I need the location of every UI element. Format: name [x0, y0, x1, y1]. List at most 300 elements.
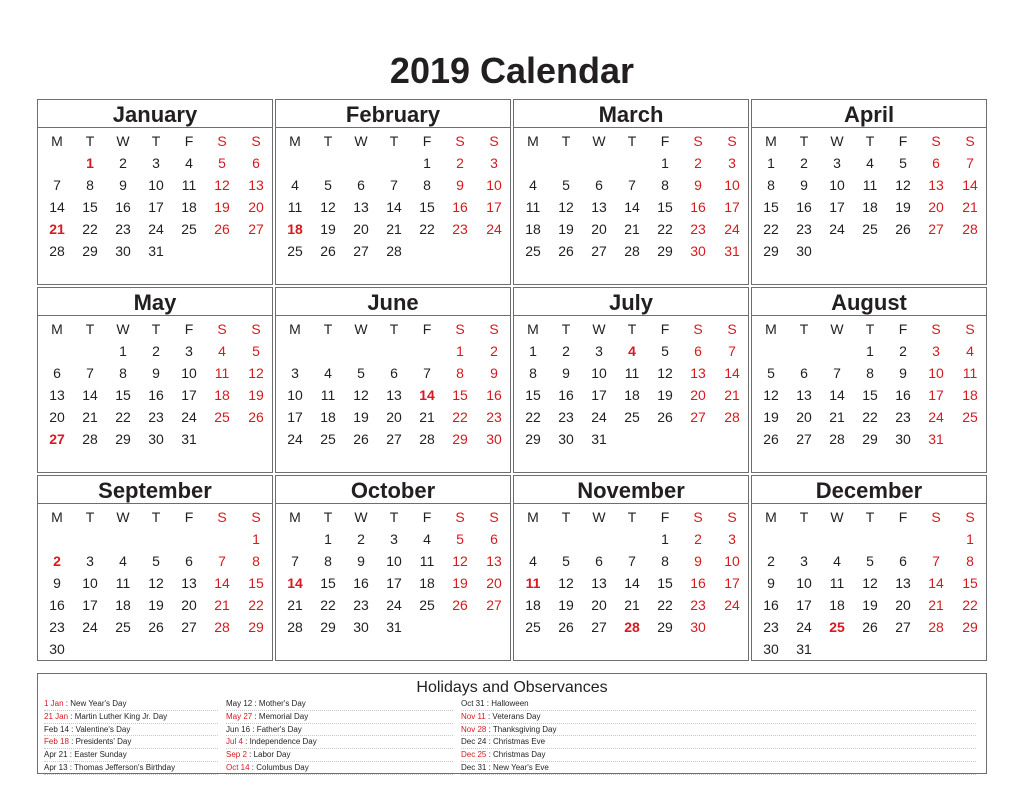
- weekday-header: S: [251, 509, 261, 525]
- day-cell: 5: [324, 177, 332, 193]
- day-cell: 23: [115, 221, 131, 237]
- day-cell: 30: [486, 431, 502, 447]
- day-cell: 27: [591, 243, 607, 259]
- month-divider: [514, 503, 748, 504]
- day-cell: 1: [456, 343, 464, 359]
- day-cell: 10: [181, 365, 197, 381]
- day-cell: 17: [928, 387, 944, 403]
- weekday-header: W: [116, 509, 130, 525]
- day-cell: 13: [591, 199, 607, 215]
- holiday-column: [44, 698, 218, 775]
- day-cell: 6: [899, 553, 907, 569]
- day-cell: 7: [628, 553, 636, 569]
- day-cell: 6: [694, 343, 702, 359]
- day-cell: 28: [49, 243, 65, 259]
- day-cell: 25: [181, 221, 197, 237]
- weekday-header: M: [527, 321, 539, 337]
- day-cell: 19: [895, 199, 911, 215]
- day-cell: 24: [386, 597, 402, 613]
- holiday-date: Nov 11: [461, 711, 486, 721]
- day-cell: 5: [252, 343, 260, 359]
- day-cell: 23: [690, 597, 706, 613]
- weekday-header: T: [85, 133, 95, 149]
- day-cell: 5: [456, 531, 464, 547]
- day-cell: 2: [562, 343, 570, 359]
- day-cell: 4: [291, 177, 299, 193]
- day-cell: 30: [796, 243, 812, 259]
- day-cell: 14: [386, 199, 402, 215]
- day-cell: 26: [895, 221, 911, 237]
- weekday-header: M: [51, 133, 63, 149]
- day-cell: 11: [320, 387, 336, 403]
- day-cell: 9: [53, 575, 61, 591]
- day-cell: 7: [53, 177, 61, 193]
- day-cell: 16: [558, 387, 574, 403]
- day-cell: 1: [866, 343, 874, 359]
- day-cell: 9: [119, 177, 127, 193]
- day-cell: 25: [115, 619, 131, 635]
- weekday-header: S: [251, 133, 261, 149]
- holiday-item: [226, 749, 453, 762]
- day-cell: 31: [148, 243, 164, 259]
- month-name: July: [608, 290, 654, 315]
- day-cell: 14: [214, 575, 230, 591]
- day-cell: 5: [562, 177, 570, 193]
- weekday-header: M: [289, 321, 301, 337]
- day-cell: 17: [591, 387, 607, 403]
- day-cell: 24: [82, 619, 98, 635]
- day-cell: 19: [214, 199, 230, 215]
- day-cell: 11: [829, 575, 845, 591]
- day-cell: 23: [690, 221, 706, 237]
- day-cell: 12: [214, 177, 230, 193]
- day-cell: 18: [862, 199, 878, 215]
- day-cell: 30: [690, 619, 706, 635]
- day-cell: 3: [185, 343, 193, 359]
- day-cell: 6: [490, 531, 498, 547]
- holiday-item: [44, 724, 218, 737]
- day-cell: 16: [452, 199, 468, 215]
- day-cell: 18: [214, 387, 230, 403]
- weekday-header: W: [830, 133, 844, 149]
- weekday-header: F: [184, 321, 194, 337]
- day-cell: 14: [624, 199, 640, 215]
- day-cell: 19: [558, 597, 574, 613]
- day-cell: 10: [928, 365, 944, 381]
- day-cell: 5: [767, 365, 775, 381]
- day-cell: 21: [419, 409, 435, 425]
- day-cell: 20: [895, 597, 911, 613]
- day-cell: 23: [763, 619, 779, 635]
- day-cell: 28: [287, 619, 303, 635]
- day-cell: 6: [185, 553, 193, 569]
- day-cell: 12: [558, 575, 574, 591]
- day-cell: 17: [287, 409, 303, 425]
- day-cell: 12: [320, 199, 336, 215]
- day-cell: 26: [452, 597, 468, 613]
- holiday-item: [226, 736, 453, 749]
- day-cell: 10: [796, 575, 812, 591]
- day-cell: 1: [324, 531, 332, 547]
- day-cell: 4: [866, 155, 874, 171]
- weekday-header: W: [592, 321, 606, 337]
- holiday-item: [44, 698, 218, 711]
- holiday-item: [461, 724, 976, 737]
- day-cell: 24: [829, 221, 845, 237]
- weekday-header: F: [422, 509, 432, 525]
- holiday-name: : Christmas Eve: [486, 737, 546, 747]
- weekday-header: T: [151, 321, 161, 337]
- day-cell: 16: [115, 199, 131, 215]
- day-cell: 3: [728, 155, 736, 171]
- day-cell: 20: [181, 597, 197, 613]
- day-cell: 6: [595, 553, 603, 569]
- day-cell: 1: [423, 155, 431, 171]
- day-cell: 30: [49, 641, 65, 657]
- day-cell: 5: [357, 365, 365, 381]
- day-cell: 13: [181, 575, 197, 591]
- day-cell: 12: [895, 177, 911, 193]
- weekday-header: W: [354, 321, 368, 337]
- weekday-header: S: [727, 321, 737, 337]
- day-cell: 12: [353, 387, 369, 403]
- day-cell: 13: [353, 199, 369, 215]
- day-cell: 15: [419, 199, 435, 215]
- weekday-header: S: [693, 133, 703, 149]
- weekday-header: S: [727, 509, 737, 525]
- holiday-name: : Thanksgiving Day: [486, 724, 557, 734]
- weekday-header: T: [627, 133, 637, 149]
- holiday-date: Feb 18: [44, 737, 69, 747]
- holiday-date: Jun 16: [226, 724, 251, 734]
- day-cell: 15: [82, 199, 98, 215]
- day-cell: 3: [390, 531, 398, 547]
- weekday-header: T: [865, 509, 875, 525]
- day-cell: 30: [148, 431, 164, 447]
- day-cell: 20: [928, 199, 944, 215]
- day-cell: 22: [320, 597, 336, 613]
- holiday-item: [461, 749, 976, 762]
- weekday-header: W: [592, 509, 606, 525]
- day-cell: 26: [657, 409, 673, 425]
- weekday-header: T: [389, 509, 399, 525]
- holiday-date: Jul 4: [226, 737, 243, 747]
- day-cell: 10: [829, 177, 845, 193]
- day-cell: 5: [866, 553, 874, 569]
- holiday-date: Oct 31: [461, 699, 485, 708]
- month-february: [275, 99, 511, 285]
- day-cell: 25: [525, 243, 541, 259]
- day-cell: 21: [287, 597, 303, 613]
- weekday-header: F: [422, 321, 432, 337]
- day-cell: 20: [486, 575, 502, 591]
- day-cell: 7: [218, 553, 226, 569]
- day-cell: 22: [82, 221, 98, 237]
- holiday-name: : Thomas Jefferson's Birthday: [67, 762, 176, 772]
- holiday-column: [226, 698, 453, 775]
- day-cell: 4: [966, 343, 974, 359]
- day-cell: 3: [152, 155, 160, 171]
- day-cell: 5: [562, 553, 570, 569]
- month-divider: [38, 503, 272, 504]
- holiday-name: : Labor Day: [246, 750, 291, 760]
- weekday-header: M: [765, 133, 777, 149]
- weekday-header: S: [931, 133, 941, 149]
- day-cell: 5: [899, 155, 907, 171]
- month-divider: [276, 503, 510, 504]
- day-cell: 4: [628, 343, 636, 359]
- day-cell: 2: [694, 155, 702, 171]
- day-cell: 11: [181, 177, 197, 193]
- day-cell: 28: [624, 243, 640, 259]
- day-cell: 27: [49, 431, 65, 447]
- day-cell: 20: [591, 221, 607, 237]
- month-name: February: [345, 102, 441, 127]
- weekday-header: M: [765, 509, 777, 525]
- day-cell: 24: [796, 619, 812, 635]
- month-divider: [752, 503, 986, 504]
- month-name: April: [843, 102, 895, 127]
- weekday-header: S: [455, 133, 465, 149]
- month-divider: [752, 315, 986, 316]
- day-cell: 17: [486, 199, 502, 215]
- weekday-header: S: [217, 321, 227, 337]
- day-cell: 14: [419, 387, 435, 403]
- day-cell: 9: [767, 575, 775, 591]
- day-cell: 15: [862, 387, 878, 403]
- day-cell: 2: [456, 155, 464, 171]
- day-cell: 3: [800, 553, 808, 569]
- day-cell: 12: [558, 199, 574, 215]
- day-cell: 29: [657, 619, 673, 635]
- day-cell: 14: [928, 575, 944, 591]
- day-cell: 18: [962, 387, 978, 403]
- day-cell: 17: [82, 597, 98, 613]
- day-cell: 29: [657, 243, 673, 259]
- day-cell: 6: [357, 177, 365, 193]
- weekday-header: S: [727, 133, 737, 149]
- day-cell: 24: [724, 221, 740, 237]
- day-cell: 29: [525, 431, 541, 447]
- day-cell: 20: [796, 409, 812, 425]
- day-cell: 4: [529, 553, 537, 569]
- day-cell: 19: [320, 221, 336, 237]
- month-name: August: [831, 290, 907, 315]
- day-cell: 4: [833, 553, 841, 569]
- day-cell: 21: [962, 199, 978, 215]
- day-cell: 27: [690, 409, 706, 425]
- day-cell: 31: [591, 431, 607, 447]
- weekday-header: T: [151, 509, 161, 525]
- day-cell: 25: [419, 597, 435, 613]
- day-cell: 22: [862, 409, 878, 425]
- day-cell: 28: [829, 431, 845, 447]
- day-cell: 17: [148, 199, 164, 215]
- day-cell: 11: [525, 575, 541, 591]
- day-cell: 25: [214, 409, 230, 425]
- day-cell: 17: [181, 387, 197, 403]
- day-cell: 4: [423, 531, 431, 547]
- month-name: March: [598, 102, 664, 127]
- day-cell: 29: [320, 619, 336, 635]
- day-cell: 1: [661, 155, 669, 171]
- day-cell: 7: [728, 343, 736, 359]
- day-cell: 11: [624, 365, 640, 381]
- day-cell: 24: [181, 409, 197, 425]
- weekday-header: M: [289, 509, 301, 525]
- day-cell: 27: [796, 431, 812, 447]
- weekday-header: T: [627, 509, 637, 525]
- month-divider: [514, 127, 748, 128]
- day-cell: 30: [895, 431, 911, 447]
- day-cell: 30: [763, 641, 779, 657]
- month-divider: [276, 127, 510, 128]
- day-cell: 27: [353, 243, 369, 259]
- day-cell: 7: [628, 177, 636, 193]
- day-cell: 19: [657, 387, 673, 403]
- holiday-date: May 27: [226, 711, 253, 721]
- day-cell: 25: [962, 409, 978, 425]
- day-cell: 23: [148, 409, 164, 425]
- day-cell: 15: [320, 575, 336, 591]
- day-cell: 4: [324, 365, 332, 381]
- holiday-name: : Valentine's Day: [68, 724, 131, 734]
- holiday-item: [461, 711, 976, 724]
- holiday-name: : Christmas Day: [486, 750, 546, 760]
- day-cell: 27: [248, 221, 264, 237]
- day-cell: 22: [115, 409, 131, 425]
- day-cell: 2: [357, 531, 365, 547]
- day-cell: 1: [119, 343, 127, 359]
- day-cell: 9: [152, 365, 160, 381]
- holiday-item: [226, 711, 453, 724]
- day-cell: 15: [452, 387, 468, 403]
- weekday-header: T: [865, 133, 875, 149]
- day-cell: 2: [490, 343, 498, 359]
- day-cell: 12: [248, 365, 264, 381]
- day-cell: 9: [357, 553, 365, 569]
- day-cell: 15: [657, 199, 673, 215]
- weekday-header: F: [898, 133, 908, 149]
- month-april: [751, 99, 987, 285]
- day-cell: 13: [386, 387, 402, 403]
- day-cell: 23: [895, 409, 911, 425]
- day-cell: 20: [248, 199, 264, 215]
- day-cell: 11: [419, 553, 435, 569]
- weekday-header: S: [693, 509, 703, 525]
- day-cell: 9: [562, 365, 570, 381]
- day-cell: 26: [320, 243, 336, 259]
- day-cell: 12: [452, 553, 468, 569]
- weekday-header: S: [455, 509, 465, 525]
- holiday-date: Dec 25: [461, 750, 487, 760]
- day-cell: 18: [829, 597, 845, 613]
- weekday-header: W: [354, 133, 368, 149]
- holiday-item: [226, 698, 453, 711]
- month-name: September: [98, 478, 212, 503]
- day-cell: 19: [148, 597, 164, 613]
- day-cell: 20: [386, 409, 402, 425]
- month-name: January: [112, 102, 198, 127]
- day-cell: 31: [928, 431, 944, 447]
- day-cell: 27: [928, 221, 944, 237]
- day-cell: 20: [690, 387, 706, 403]
- weekday-header: W: [116, 133, 130, 149]
- day-cell: 24: [591, 409, 607, 425]
- day-cell: 18: [525, 597, 541, 613]
- day-cell: 21: [214, 597, 230, 613]
- day-cell: 12: [763, 387, 779, 403]
- day-cell: 14: [962, 177, 978, 193]
- holiday-column: [461, 698, 976, 775]
- day-cell: 2: [767, 553, 775, 569]
- day-cell: 6: [53, 365, 61, 381]
- holiday-date: Apr 13: [44, 762, 68, 772]
- holiday-date: Apr 21: [44, 750, 68, 760]
- weekday-header: T: [323, 133, 333, 149]
- holiday-date: Feb 14: [44, 724, 69, 734]
- day-cell: 18: [181, 199, 197, 215]
- month-may: [37, 287, 273, 473]
- weekday-header: F: [422, 133, 432, 149]
- month-september: [37, 475, 273, 661]
- day-cell: 15: [962, 575, 978, 591]
- day-cell: 20: [353, 221, 369, 237]
- day-cell: 7: [833, 365, 841, 381]
- day-cell: 14: [82, 387, 98, 403]
- day-cell: 30: [558, 431, 574, 447]
- day-cell: 15: [525, 387, 541, 403]
- day-cell: 6: [932, 155, 940, 171]
- day-cell: 1: [252, 531, 260, 547]
- day-cell: 16: [486, 387, 502, 403]
- day-cell: 11: [862, 177, 878, 193]
- day-cell: 26: [214, 221, 230, 237]
- month-january: [37, 99, 273, 285]
- holiday-name: : New Year's Day: [63, 699, 127, 708]
- day-cell: 29: [763, 243, 779, 259]
- holiday-date: Dec 24: [461, 737, 487, 747]
- day-cell: 30: [115, 243, 131, 259]
- day-cell: 28: [624, 619, 640, 635]
- day-cell: 17: [829, 199, 845, 215]
- day-cell: 8: [661, 177, 669, 193]
- weekday-header: T: [151, 133, 161, 149]
- month-name: June: [367, 290, 419, 315]
- weekday-header: T: [85, 321, 95, 337]
- day-cell: 1: [966, 531, 974, 547]
- day-cell: 7: [390, 177, 398, 193]
- day-cell: 19: [763, 409, 779, 425]
- month-name: October: [350, 478, 436, 503]
- day-cell: 21: [724, 387, 740, 403]
- day-cell: 9: [899, 365, 907, 381]
- day-cell: 21: [49, 221, 65, 237]
- month-divider: [514, 315, 748, 316]
- holiday-date: Dec 31: [461, 762, 487, 772]
- day-cell: 13: [690, 365, 706, 381]
- day-cell: 3: [932, 343, 940, 359]
- day-cell: 4: [529, 177, 537, 193]
- day-cell: 16: [763, 597, 779, 613]
- day-cell: 1: [661, 531, 669, 547]
- weekday-header: T: [865, 321, 875, 337]
- holiday-item: [226, 762, 453, 775]
- day-cell: 4: [218, 343, 226, 359]
- month-november: [513, 475, 749, 661]
- day-cell: 28: [82, 431, 98, 447]
- day-cell: 23: [49, 619, 65, 635]
